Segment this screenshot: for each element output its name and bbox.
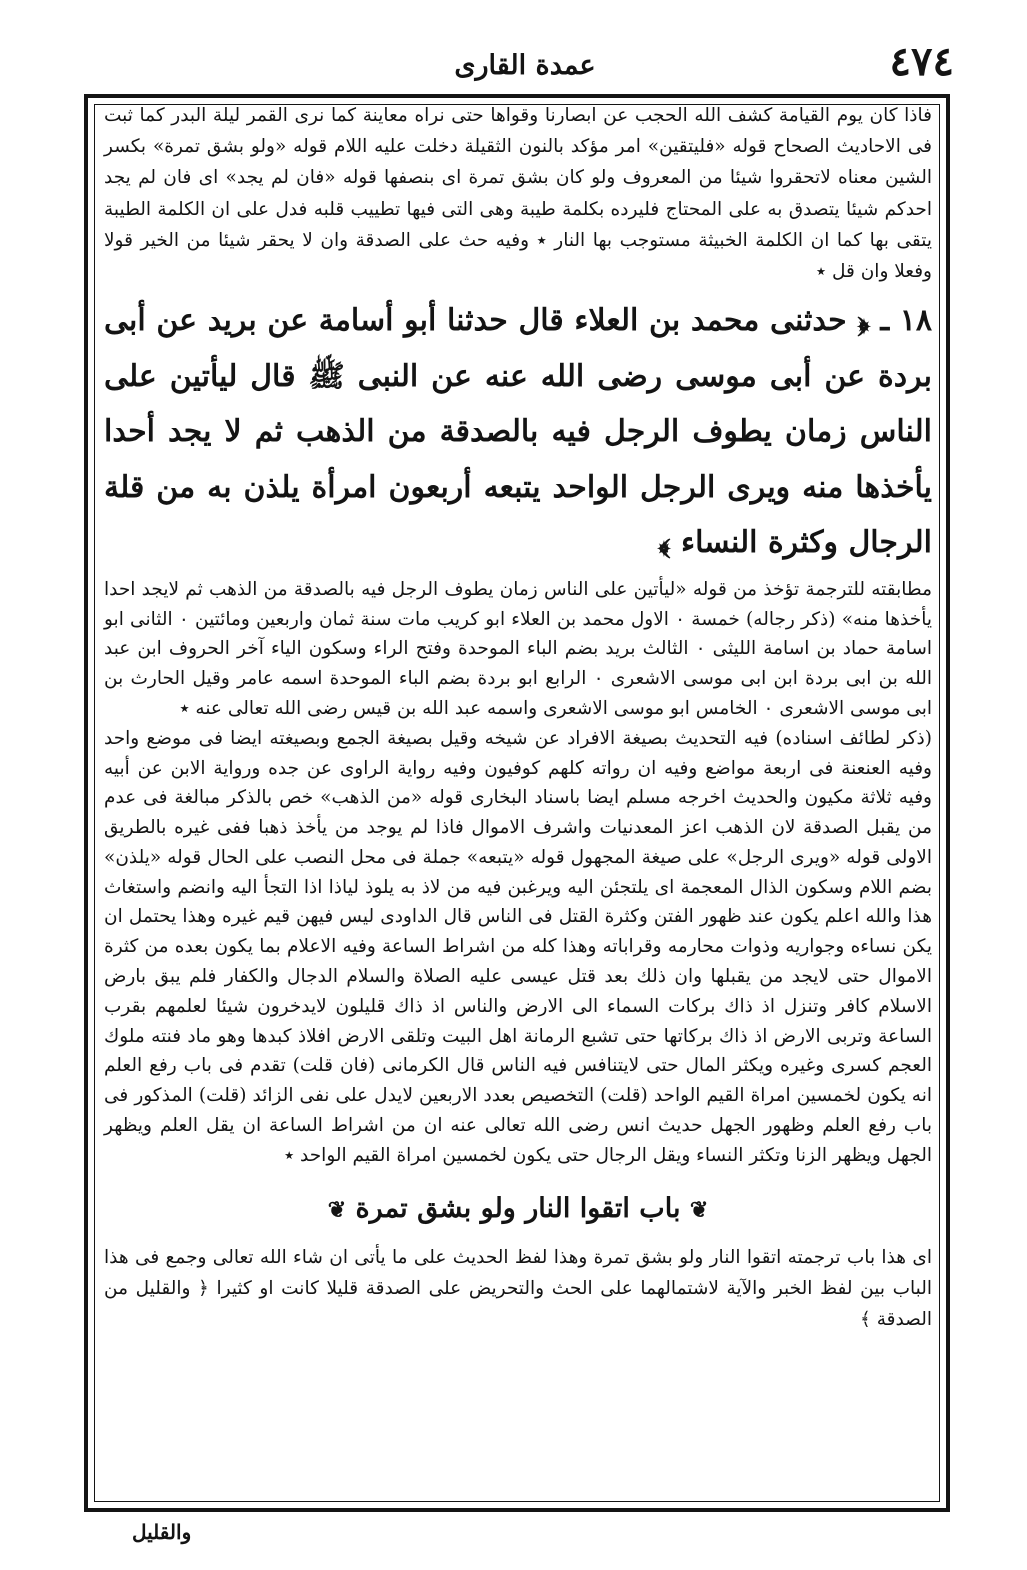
ornament-icon: ❦: [327, 1196, 347, 1223]
commentary-lataif: (ذكر لطائف اسناده) فيه التحديث بصيغة الافراد عن شيخه وقيل بصيغة الجمع وبصيغته ايضا فى موضع واحد وفيه العنعنة فى اربعة مواضع وفيه ان رواته كلهم كوفيون وفيه رواية الراوى عن جده ورواية الابن عن أبيه وفيه ثلاثة مكيون والحديث اخرجه مسلم ايضا باسناد البخارى قوله «من الذهب» خص بالذكر مبالغة فى عدم من يقبل الصدقة لان الذهب اعز المعدنيات واشرف الاموال فاذا لم يوجد من يأخذ ذهبا ففى غيره بالطريق الاولى قوله «ويرى الرجل» على صيغة المجهول قوله «يتبعه» جملة فى محل النصب على الحال قوله «يلذن» بضم اللام وسكون الذال المعجمة اى يلتجئن اليه ويرغبن فيه من لاذ به يلوذ لياذا اذا التجأ اليه وانضم واستغاث هذا والله اعلم يكون عند ظهور الفتن وكثرة القتل فى الناس قال الداودى ليس فيهن قيم غيره وهذا يحتمل ان يكن نساءه وجواريه وذوات محارمه وقراباته وهذا كله من اشراط الساعة وفيه الاعلام بما يكون بعده من كثرة الاموال حتى لايجد من يقبلها وان ذلك بعد قتل عيسى عليه الصلاة والسلام الدجال والكفار فلم يبق بارض الاسلام كافر وتنزل اذ ذاك بركات السماء الى الارض والناس اذ ذاك قليلون لايدخرون شيئا لعلمهم بقرب الساعة وتربى الارض اذ ذاك بركاتها حتى تشبع الرمانة اهل البيت وتلقى الارض افلاذ كبدها وهو ماد فنته ملوك العجم كسرى وغيره ويكثر المال حتى لايتنافس فيه الناس قال الكرمانى (فان قلت) تقدم فى باب رفع العلم انه يكون لخمسين امراة القيم الواحد (قلت) التخصيص بعدد الاربعين لايدل على نفى الزائد (قلت) المذكور فى باب رفع العلم وظهور الجهل حديث انس رضى الله تعالى عنه ان من اشراط الساعة ان يقل العلم ويظهر الجهل ويظهر الزنا وتكثر النساء ويقل الرجال حتى يكون لخمسين امراة القيم الواحد ٭: [104, 727, 932, 1166]
ornament-icon: ❦: [689, 1196, 709, 1223]
commentary-intro: فاذا كان يوم القيامة كشف الله الحجب عن ابصارنا وقواها حتى نراه معاينة كما نرى القمر ليلة البدر كما ثبت فى الاحاديث الصحاح قوله «فليتقين» امر مؤكد بالنون الثقيلة دخلت عليه اللام قوله «ولو بشق تمرة» بكسر الشين معناه لاتحقروا شيئا من المعروف ولو كان بشق تمرة اى بنصفها قوله «فان لم يجد» اى فان لم يجد احدكم شيئا يتصدق به على المحتاج فليرده بكلمة طيبة وهى التى فيها تطييب قلبه فدل على ان الكلمة الطيبة يتقى بها كما ان الكلمة الخبيثة مستوجب بها النار ٭ وفيه حث على الصدقة وان لا يحقر شيئا من الخير قولا وفعلا وان قل ٭: [104, 105, 932, 283]
chapter-title: باب اتقوا النار ولو بشق تمرة: [355, 1192, 681, 1224]
main-text: [104, 100, 932, 1335]
running-title: عمدة القارى: [454, 50, 596, 81]
page-header: [90, 38, 960, 84]
chapter-heading: [104, 1193, 932, 1224]
chapter-commentary: اى هذا باب ترجمته اتقوا النار ولو بشق تمرة وهذا لفظ الحديث على ما يأتى ان شاء الله تعالى وجمع فى هذا الباب بين لفظ الخبر والآية لاشتمالهما على الحث والتحريض على الصدقة قليلا كانت او كثيرا ﴿ والقليل من الصدقة ﴾: [104, 1246, 932, 1331]
commentary-tarjama: مطابقته للترجمة تؤخذ من قوله «ليأتين على الناس زمان يطوف الرجل فيه بالصدقة من الذهب ثم لايجد احدا يأخذها منه» (ذكر رجاله) خمسة ٠ الاول محمد بن العلاء ابو كريب مات سنة ثمان واربعين ومائتين ٠ الثانى ابو اسامة حماد بن اسامة الليثى ٠ الثالث بريد بضم الباء الموحدة وفتح الراء وسكون الياء آخر الحروف ابن عبد الله بن ابى بردة ابن ابى موسى الاشعرى ٠ الرابع ابو بردة بضم الباء الموحدة اسمه عامر وقيل الحارث بن ابى موسى الاشعرى ٠ الخامس ابو موسى الاشعرى واسمه عبد الله بن قيس رضى الله تعالى عنه ٭: [104, 578, 932, 719]
page-number: ٤٧٤: [889, 38, 954, 85]
hadith-18: ١٨ ـ ﴿ حدثنى محمد بن العلاء قال حدثنا أبو أسامة عن بريد عن أبى بردة عن أبى موسى رضى الله عنه عن النبى ﷺ قال ليأتين على الناس زمان يطوف الرجل فيه بالصدقة من الذهب ثم لا يجد أحدا يأخذها منه ويرى الرجل الواحد يتبعه أربعون امرأة يلذن به من قلة الرجال وكثرة النساء ﴾: [104, 303, 932, 561]
catchword: والقليل: [132, 1520, 192, 1544]
